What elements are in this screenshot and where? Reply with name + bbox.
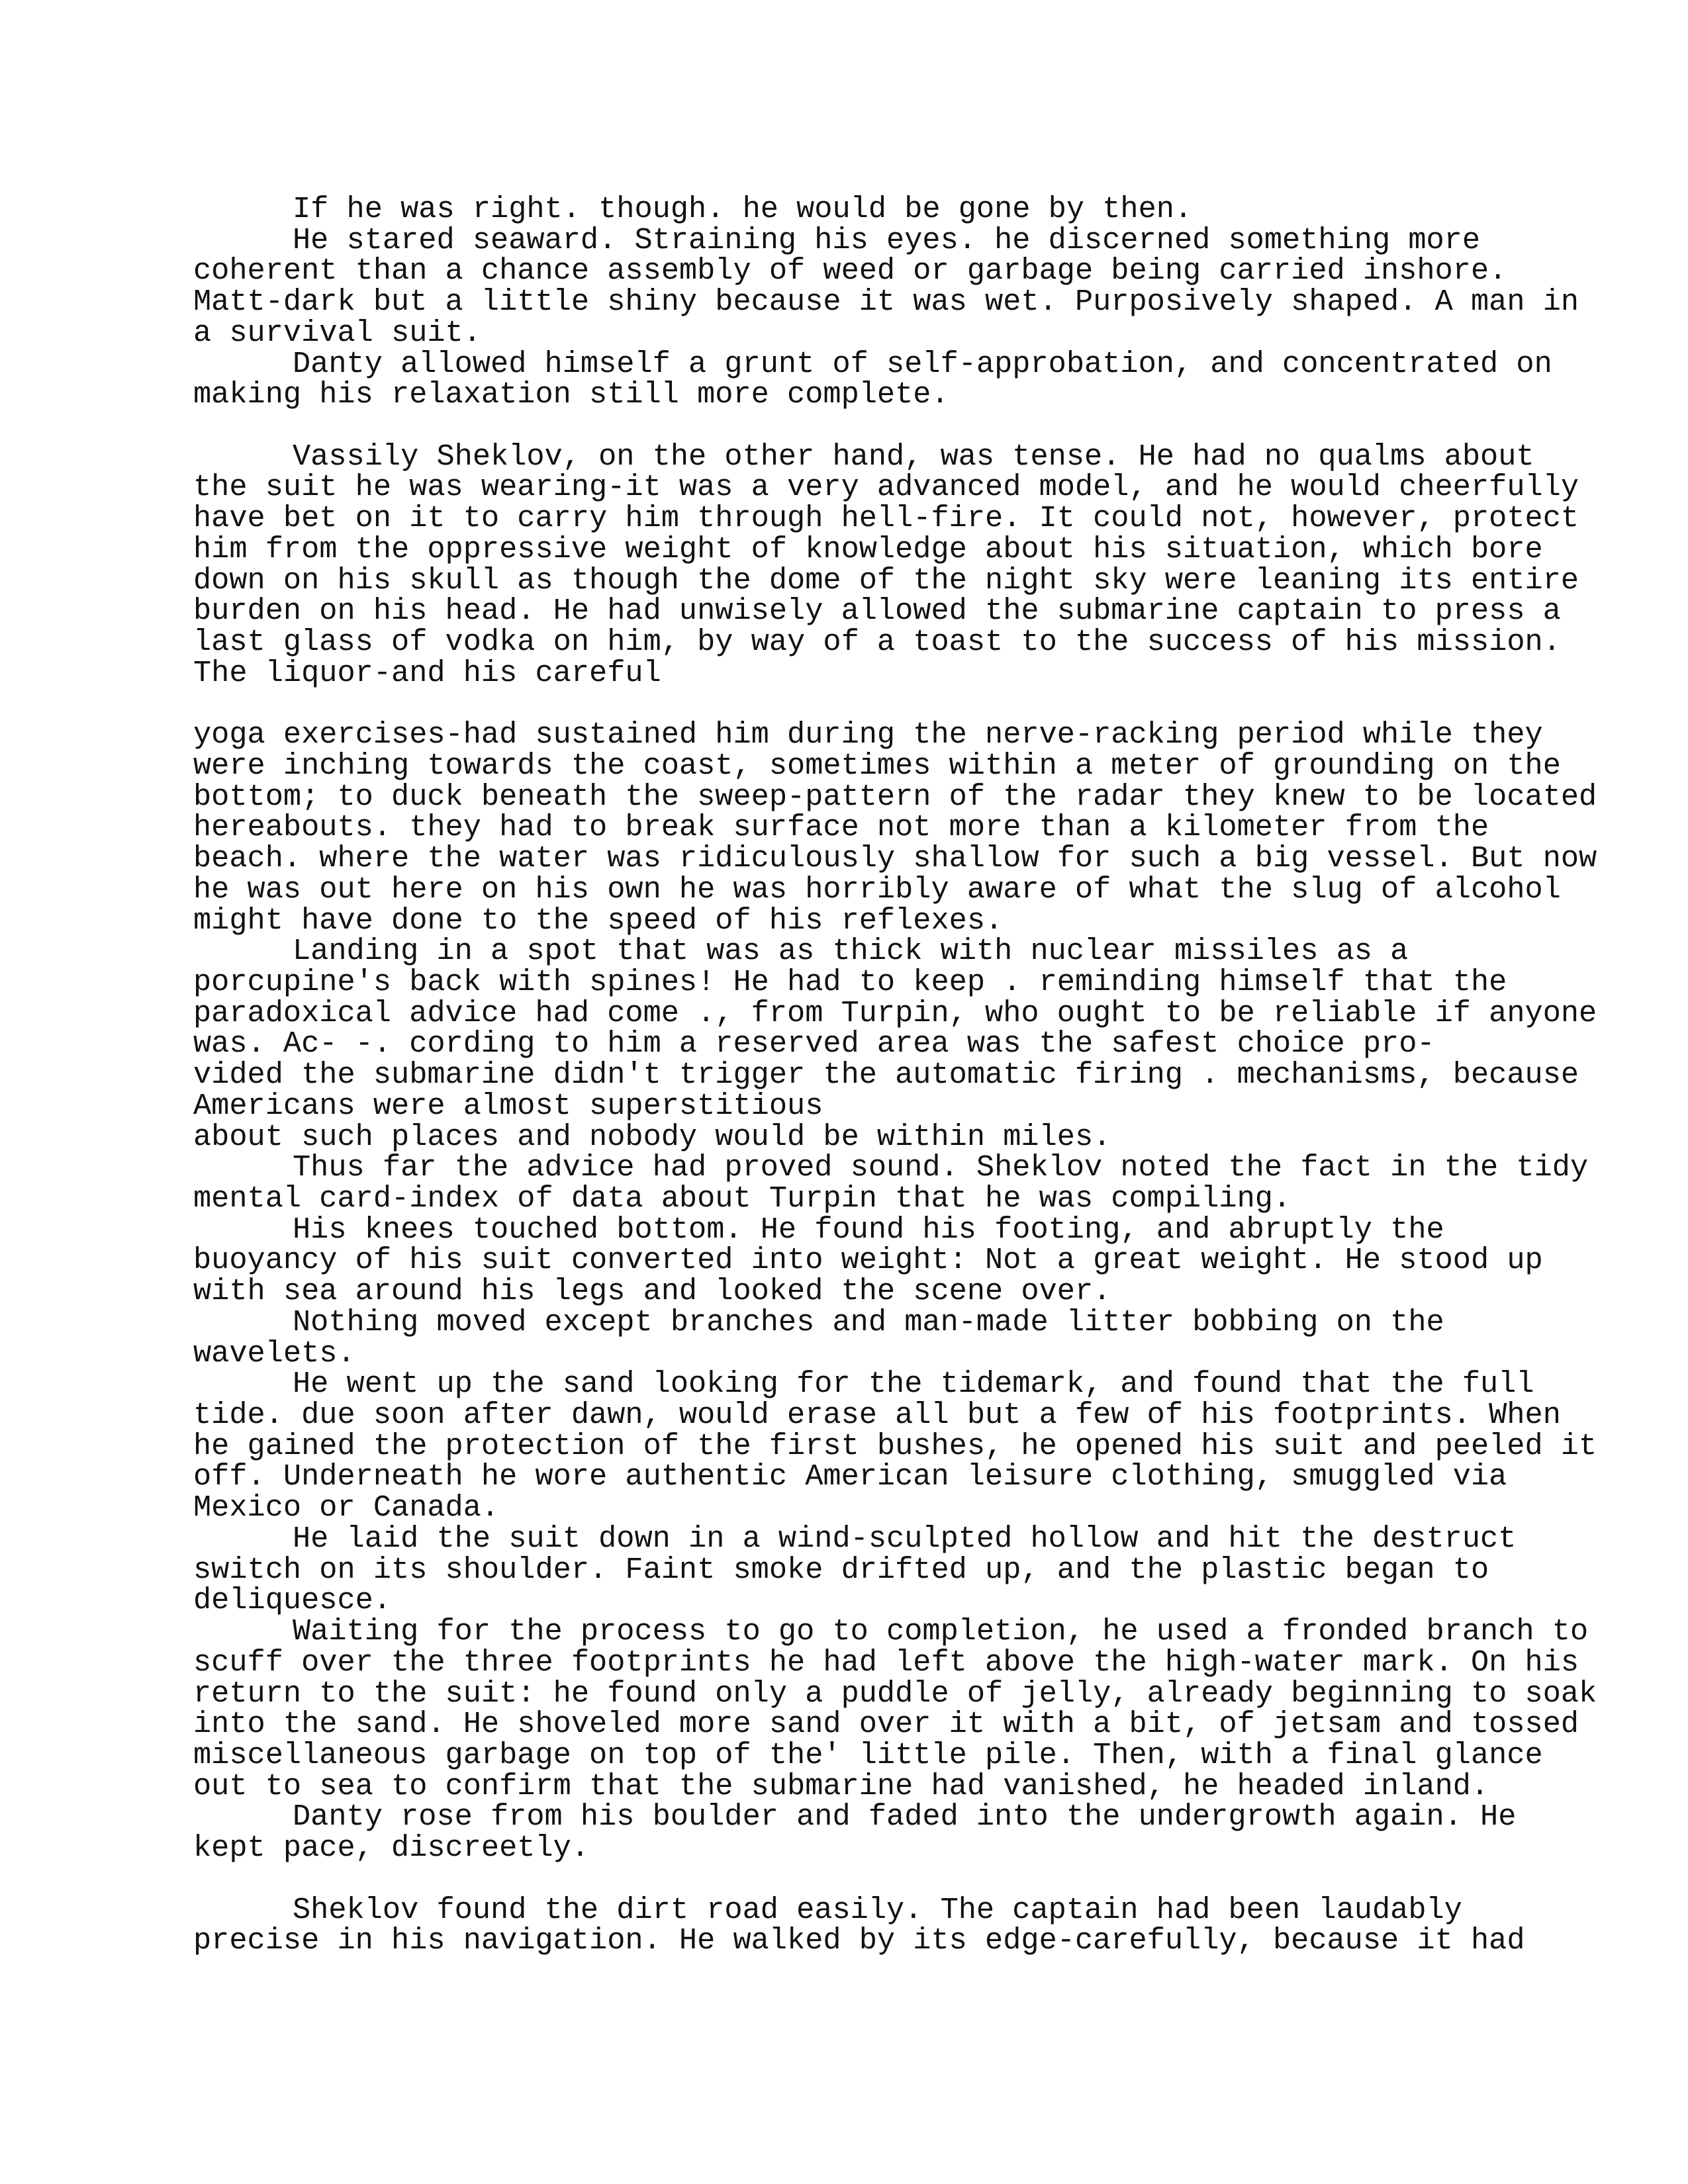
text-line: Mexico or Canada. (193, 1490, 500, 1525)
text-line: Danty rose from his boulder and faded into the undergrowth again. He (293, 1799, 1517, 1835)
text-line: wavelets. (193, 1336, 355, 1371)
text-line: him from the oppressive weight of knowledge about his situation, which bore (193, 531, 1543, 567)
text-line: He laid the suit down in a wind-sculpted hollow and hit the destruct (293, 1521, 1517, 1556)
blank-line (193, 1864, 1650, 1895)
text-line: burden on his head. He had unwisely allowed the submarine captain to press a (193, 594, 1561, 629)
text-line: with sea around his legs and looked the scene over. (193, 1274, 1111, 1309)
text-line: last glass of vodka on him, by way of a toast to the success of his mission. (193, 625, 1561, 660)
text-line: scuff over the three footprints he had left above the high-water mark. On his (193, 1645, 1579, 1680)
text-line: hereabouts. they had to break surface not more than a kilometer from the (193, 810, 1489, 845)
text-line: buoyancy of his suit converted into weight: Not a great weight. He stood up (193, 1243, 1543, 1278)
text-line: tide. due soon after dawn, would erase all but a few of his footprints. When (193, 1398, 1561, 1433)
text-line: was. Ac- -. cording to him a reserved area was the safest choice pro- (193, 1026, 1435, 1062)
text-line: Vassily Sheklov, on the other hand, was tense. He had no qualms about (293, 439, 1534, 474)
text-line: return to the suit: he found only a puddle of jelly, already beginning to soak (193, 1676, 1597, 1711)
text-line: about such places and nobody would be within miles. (193, 1119, 1111, 1154)
text-line: he gained the protection of the first bushes, he opened his suit and peeled it (193, 1428, 1597, 1463)
text-line: he was out here on his own he was horribly aware of what the slug of alcohol (193, 872, 1561, 907)
text-line: Danty allowed himself a grunt of self-approbation, and concentrated on (293, 346, 1552, 381)
text-line: His knees touched bottom. He found his footing, and abruptly the (293, 1212, 1444, 1247)
text-line: yoga exercises-had sustained him during the nerve-racking period while they (193, 717, 1543, 752)
text-line: off. Underneath he wore authentic American leisure clothing, smuggled via (193, 1459, 1507, 1494)
text-line: Thus far the advice had proved sound. Sheklov noted the fact in the tidy (293, 1150, 1589, 1185)
text-line: Landing in a spot that was as thick with nuclear missiles as a (293, 934, 1409, 969)
text-line: He went up the sand looking for the tidemark, and found that the full (293, 1367, 1534, 1402)
text-line: kept pace, discreetly. (193, 1831, 590, 1866)
text-line: miscellaneous garbage on top of the' little pile. Then, with a final glance (193, 1737, 1543, 1772)
text-line: If he was right. though. he would be gone by then. (293, 192, 1193, 226)
text-line: Sheklov found the dirt road easily. The captain had been laudably (293, 1892, 1462, 1927)
text-line: The liquor-and his careful (193, 655, 661, 690)
text-line: into the sand. He shoveled more sand over it with a bit, of jetsam and tossed (193, 1707, 1579, 1742)
text-line: down on his skull as though the dome of the night sky were leaning its entire (193, 563, 1579, 598)
text-line: were inching towards the coast, sometimes within a meter of grounding on the (193, 748, 1561, 783)
text-line: the suit he was wearing-it was a very advanced model, and he would cheerfully (193, 470, 1579, 505)
text-line: Nothing moved except branches and man-made litter bobbing on the (293, 1304, 1444, 1340)
text-line: deliquesce. (193, 1583, 392, 1618)
text-line: Matt-dark but a little shiny because it was wet. Purposively shaped. A man in (193, 285, 1579, 320)
document-page (193, 194, 1650, 1956)
text-line: beach. where the water was ridiculously shallow for such a big vessel. But now (193, 841, 1597, 876)
text-line: out to sea to confirm that the submarine had vanished, he headed inland. (193, 1768, 1489, 1803)
text-line: paradoxical advice had come ., from Turpin, who ought to be reliable if anyone (193, 995, 1597, 1030)
text-line: coherent than a chance assembly of weed or garbage being carried inshore. (193, 253, 1507, 289)
text-line: a survival suit. (193, 315, 481, 350)
blank-line (193, 410, 1650, 441)
text-line: Waiting for the process to go to completion, he used a fronded branch to (293, 1614, 1589, 1649)
text-line: precise in his navigation. He walked by its edge-carefully, because it had (193, 1923, 1525, 1958)
text-line: bottom; to duck beneath the sweep-pattern of the radar they knew to be located (193, 779, 1597, 814)
text-line: making his relaxation still more complete. (193, 377, 949, 412)
text-line: He stared seaward. Straining his eyes. he discerned something more (293, 222, 1481, 257)
text-line: porcupine's back with spines! He had to keep . reminding himself that the (193, 964, 1507, 999)
text-line: switch on its shoulder. Faint smoke drifted up, and the plastic began to (193, 1552, 1489, 1587)
text-line: might have done to the speed of his reflexes. (193, 903, 1004, 938)
blank-line (193, 689, 1650, 720)
text-line: vided the submarine didn't trigger the automatic firing . mechanisms, because (193, 1058, 1579, 1093)
text-line: have bet on it to carry him through hell-fire. It could not, however, protect (193, 501, 1579, 536)
text-line: Americans were almost superstitious (193, 1088, 823, 1123)
text-line: mental card-index of data about Turpin that he was compiling. (193, 1181, 1291, 1216)
